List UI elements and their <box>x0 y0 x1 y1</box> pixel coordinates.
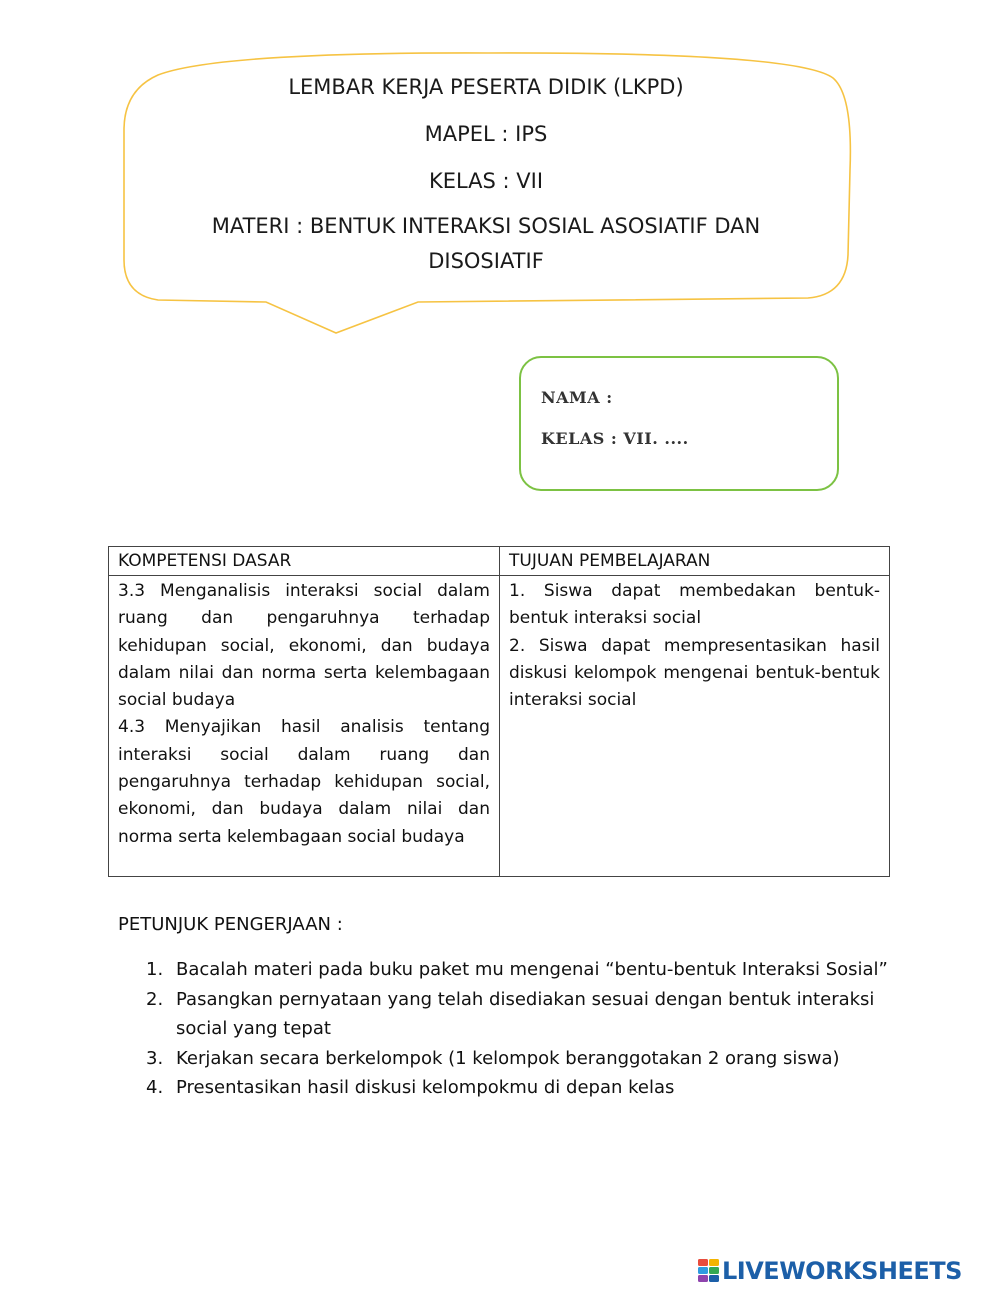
list-item <box>146 955 906 985</box>
list-number: 4. <box>146 1077 164 1098</box>
student-info-box <box>519 356 839 491</box>
kompetensi-item: 4.3 Menyajikan hasil analisis tentang interaksi social dalam ruang dan pengaruhnya terhadap kehidupan social, ekonomi, dan budaya dalam nilai dan norma serta kelembagaan social budaya <box>118 717 490 847</box>
class-label: KELAS : VII <box>428 169 544 193</box>
topic-label: MATERI : BENTUK INTERAKSI SOSIAL ASOSIATIF DAN DISOSIATIF <box>211 214 761 273</box>
column-header-kompetensi: KOMPETENSI DASAR <box>109 547 500 576</box>
name-field-label: NAMA : <box>541 388 613 407</box>
instructions-list <box>146 955 906 1103</box>
list-number: 2. <box>146 988 164 1010</box>
column-header-tujuan: TUJUAN PEMBELAJARAN <box>500 547 890 576</box>
list-text: Bacalah materi pada buku paket mu mengenai “bentu-bentuk Interaksi Sosial” <box>176 959 888 980</box>
tujuan-item: 2. Siswa dapat mempresentasikan hasil diskusi kelompok mengenai bentuk-bentuk interaksi social <box>509 635 880 711</box>
list-item <box>146 985 906 1044</box>
class-field-label: KELAS : VII. .... <box>541 429 689 448</box>
tujuan-cell <box>500 576 890 877</box>
list-number: 1. <box>146 959 164 980</box>
tujuan-item: 1. Siswa dapat membedakan bentuk-bentuk interaksi social <box>509 581 880 629</box>
liveworksheets-logo-icon <box>698 1259 720 1283</box>
kompetensi-item: 3.3 Menganalisis interaksi social dalam ruang dan pengaruhnya terhadap kehidupan social, ekonomi, dan budaya dalam nilai dan norma serta kelembagaan social budaya <box>118 581 490 711</box>
competency-table <box>108 546 890 877</box>
worksheet-title: LEMBAR KERJA PESERTA DIDIK (LKPD) <box>288 75 684 99</box>
logo-text: LIVEWORKSHEETS <box>722 1257 962 1285</box>
subject-label: MAPEL : IPS <box>424 122 548 146</box>
liveworksheets-logo[interactable] <box>698 1258 962 1284</box>
header-block <box>190 68 782 279</box>
kompetensi-cell <box>109 576 500 877</box>
list-item <box>146 1044 906 1074</box>
table-header-row <box>109 547 890 576</box>
list-item <box>146 1073 906 1103</box>
list-number: 3. <box>146 1047 164 1069</box>
list-text: Pasangkan pernyataan yang telah disediakan sesuai dengan bentuk interaksi social yang tepat <box>176 988 875 1039</box>
table-row <box>109 576 890 877</box>
list-text: Kerjakan secara berkelompok (1 kelompok beranggotakan 2 orang siswa) <box>176 1047 840 1069</box>
instructions-title: PETUNJUK PENGERJAAN : <box>118 914 343 935</box>
list-text: Presentasikan hasil diskusi kelompokmu di depan kelas <box>176 1077 675 1098</box>
